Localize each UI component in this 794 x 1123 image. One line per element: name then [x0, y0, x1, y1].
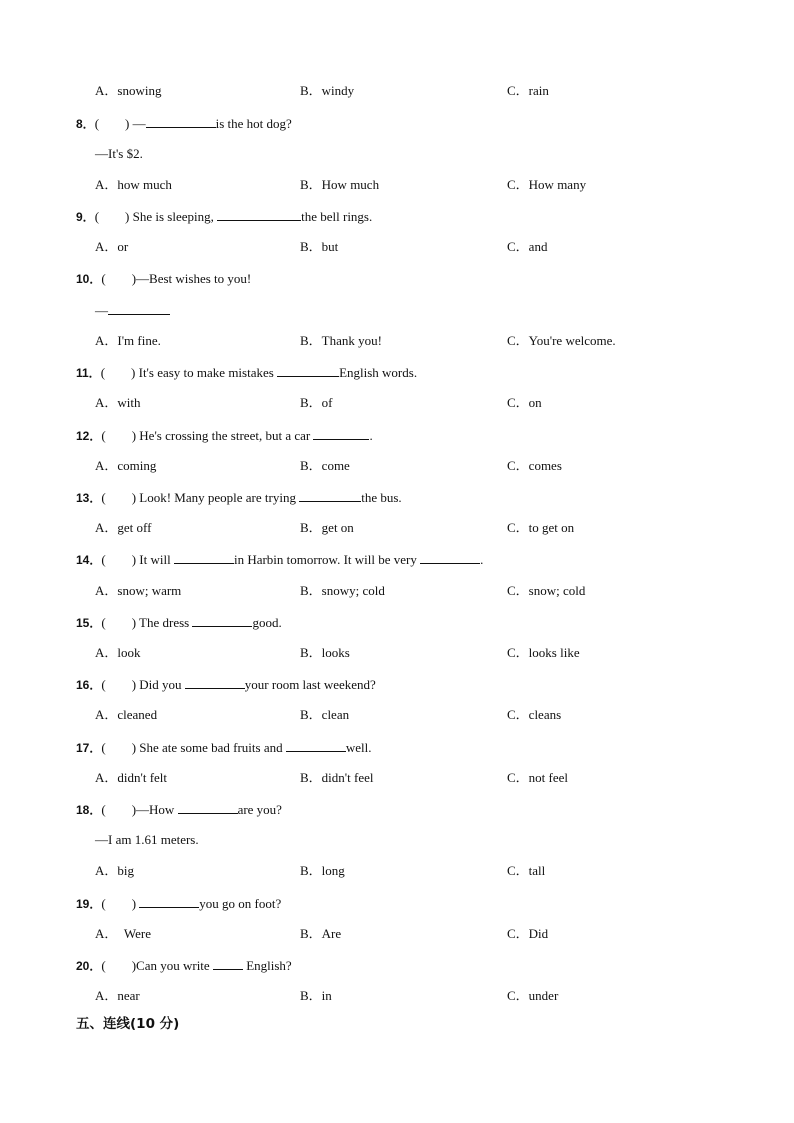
option-b[interactable]: B．get on [300, 520, 354, 535]
question-10 [0, 270, 794, 288]
option-b[interactable]: B．Are [300, 926, 342, 941]
question-number: 18． [76, 803, 102, 817]
question-text: . [369, 428, 373, 443]
option-row-7 [0, 82, 794, 100]
answer-paren[interactable]: ( ) [94, 209, 130, 224]
question-15 [0, 613, 794, 631]
fill-blank[interactable] [420, 550, 480, 564]
question-number: 8． [76, 117, 95, 131]
question-text: The dress [139, 615, 193, 630]
answer-paren[interactable]: ( ) [101, 428, 137, 443]
fill-blank[interactable] [139, 894, 199, 908]
option-a[interactable]: A．how much [95, 177, 172, 192]
question-text: the bus. [361, 490, 402, 505]
option-b[interactable]: B．How much [300, 177, 380, 192]
question-11 [0, 363, 794, 381]
question-text: your room last weekend? [244, 677, 376, 692]
question-number: 19． [76, 897, 102, 911]
option-a[interactable]: A．I'm fine. [95, 333, 161, 348]
answer-paren[interactable]: ( ) [101, 677, 137, 692]
option-a[interactable]: A．look [95, 645, 141, 660]
question-20 [0, 956, 794, 974]
answer-paren[interactable]: ( ) [101, 615, 137, 630]
answer-paren[interactable]: ( ) [101, 958, 137, 973]
option-b[interactable]: B．windy [300, 83, 355, 98]
option-b[interactable]: B．of [300, 395, 333, 410]
question-text: you go on foot? [199, 896, 282, 911]
option-c[interactable]: C．cleans [507, 707, 562, 722]
question-16 [0, 675, 794, 693]
option-c[interactable]: C．on [507, 395, 542, 410]
question-number: 13． [76, 491, 102, 505]
question-text: is the hot dog? [215, 116, 292, 131]
option-b[interactable]: B．come [300, 458, 350, 473]
fill-blank[interactable] [217, 207, 301, 221]
question-text: It will [139, 552, 174, 567]
option-c[interactable]: C．comes [507, 458, 562, 473]
section-title: 五、连线(10 分) [76, 1016, 180, 1032]
question-14 [0, 550, 794, 568]
question-number: 17． [76, 741, 102, 755]
option-row-14 [0, 582, 794, 600]
option-row-19 [0, 925, 794, 943]
option-b[interactable]: B．in [300, 988, 332, 1003]
question-text: — [132, 116, 146, 131]
question-18 [0, 800, 794, 818]
option-row-11 [0, 394, 794, 412]
question-text: Look! Many people are trying [139, 490, 300, 505]
option-row-9 [0, 238, 794, 256]
fill-blank[interactable] [299, 488, 361, 502]
question-text: He's crossing the street, but a car [139, 428, 314, 443]
fill-blank[interactable] [313, 426, 369, 440]
option-a[interactable]: A．didn't felt [95, 770, 168, 785]
option-a[interactable]: A．snowing [95, 83, 162, 98]
reply-dash: — [95, 303, 108, 318]
answer-paren[interactable]: ( ) [101, 740, 137, 755]
answer-paren[interactable]: ( ) [94, 116, 130, 131]
question-text: She is sleeping, [132, 209, 218, 224]
answer-paren[interactable]: ( ) [100, 365, 136, 380]
option-a[interactable]: A．or [95, 239, 129, 254]
question-17 [0, 738, 794, 756]
reply-line [0, 301, 794, 319]
option-row-8 [0, 176, 794, 194]
question-number: 12． [76, 429, 102, 443]
question-text: English? [242, 958, 292, 973]
question-12 [0, 426, 794, 444]
option-a[interactable]: A．coming [95, 458, 157, 473]
option-b[interactable]: B．long [300, 863, 345, 878]
question-number: 11． [76, 366, 101, 380]
option-b[interactable]: B．snowy; cold [300, 583, 385, 598]
question-number: 14． [76, 553, 102, 567]
option-c[interactable]: C．to get on [507, 520, 575, 535]
option-a[interactable]: A．snow; warm [95, 583, 182, 598]
option-c[interactable]: C．not feel [507, 770, 569, 785]
answer-paren[interactable]: ( ) [101, 802, 137, 817]
option-a[interactable]: A．big [95, 863, 135, 878]
option-b[interactable]: B．looks [300, 645, 350, 660]
question-text: the bell rings. [301, 209, 373, 224]
question-text: in Harbin tomorrow. It will be very [233, 552, 421, 567]
question-text: Did you [139, 677, 185, 692]
fill-blank[interactable] [146, 114, 216, 128]
question-number: 16． [76, 678, 102, 692]
option-c[interactable]: C．under [507, 988, 559, 1003]
reply-text: —I am 1.61 meters. [95, 832, 199, 847]
fill-blank[interactable] [108, 301, 170, 315]
answer-paren[interactable]: ( ) [101, 552, 137, 567]
reply-line [0, 831, 794, 849]
option-row-12 [0, 457, 794, 475]
question-number: 20． [76, 959, 102, 973]
question-text: well. [345, 740, 372, 755]
question-text: . [480, 552, 484, 567]
fill-blank[interactable] [185, 675, 245, 689]
answer-paren[interactable]: ( ) [101, 271, 137, 286]
reply-line [0, 145, 794, 163]
option-c[interactable]: C．snow; cold [507, 583, 586, 598]
fill-blank[interactable] [277, 363, 339, 377]
question-13 [0, 488, 794, 506]
option-a[interactable]: A． Were [95, 926, 151, 941]
option-a[interactable]: A．near [95, 988, 140, 1003]
option-row-10 [0, 332, 794, 350]
option-b[interactable]: B．Thank you! [300, 333, 382, 348]
question-text: —Best wishes to you! [136, 271, 252, 286]
option-c[interactable]: C．looks like [507, 645, 580, 660]
option-b[interactable]: B．but [300, 239, 339, 254]
question-text: It's easy to make mistakes [138, 365, 278, 380]
question-number: 9． [76, 210, 95, 224]
question-text: Can you write [136, 958, 213, 973]
reply-text: —It's $2. [95, 146, 143, 161]
option-row-13 [0, 519, 794, 537]
answer-paren[interactable]: ( ) [101, 896, 137, 911]
question-number: 10． [76, 272, 102, 286]
option-b[interactable]: B．didn't feel [300, 770, 374, 785]
option-row-16 [0, 706, 794, 724]
question-text: English words. [339, 365, 418, 380]
option-row-15 [0, 644, 794, 662]
option-c[interactable]: C．tall [507, 863, 546, 878]
option-row-18 [0, 862, 794, 880]
option-c[interactable]: C．How many [507, 177, 587, 192]
option-c[interactable]: C．and [507, 239, 548, 254]
section-heading-row [0, 1014, 794, 1034]
question-8 [0, 114, 794, 132]
answer-paren[interactable]: ( ) [101, 490, 137, 505]
option-row-17 [0, 769, 794, 787]
option-a[interactable]: A．with [95, 395, 141, 410]
option-row-20 [0, 987, 794, 1005]
option-a[interactable]: A．get off [95, 520, 152, 535]
fill-blank[interactable] [178, 800, 238, 814]
option-c[interactable]: C．rain [507, 83, 549, 98]
option-c[interactable]: C．Did [507, 926, 549, 941]
fill-blank[interactable] [286, 738, 346, 752]
question-text: are you? [237, 802, 282, 817]
fill-blank[interactable] [192, 613, 252, 627]
fill-blank[interactable] [174, 550, 234, 564]
question-19 [0, 894, 794, 912]
question-9 [0, 207, 794, 225]
question-text: She ate some bad fruits and [139, 740, 286, 755]
question-number: 15． [76, 616, 102, 630]
question-text: —How [136, 802, 178, 817]
question-text: good. [252, 615, 282, 630]
option-c[interactable]: C．You're welcome. [507, 333, 616, 348]
option-b[interactable]: B．clean [300, 707, 350, 722]
fill-blank[interactable] [213, 956, 243, 970]
option-a[interactable]: A．cleaned [95, 707, 158, 722]
